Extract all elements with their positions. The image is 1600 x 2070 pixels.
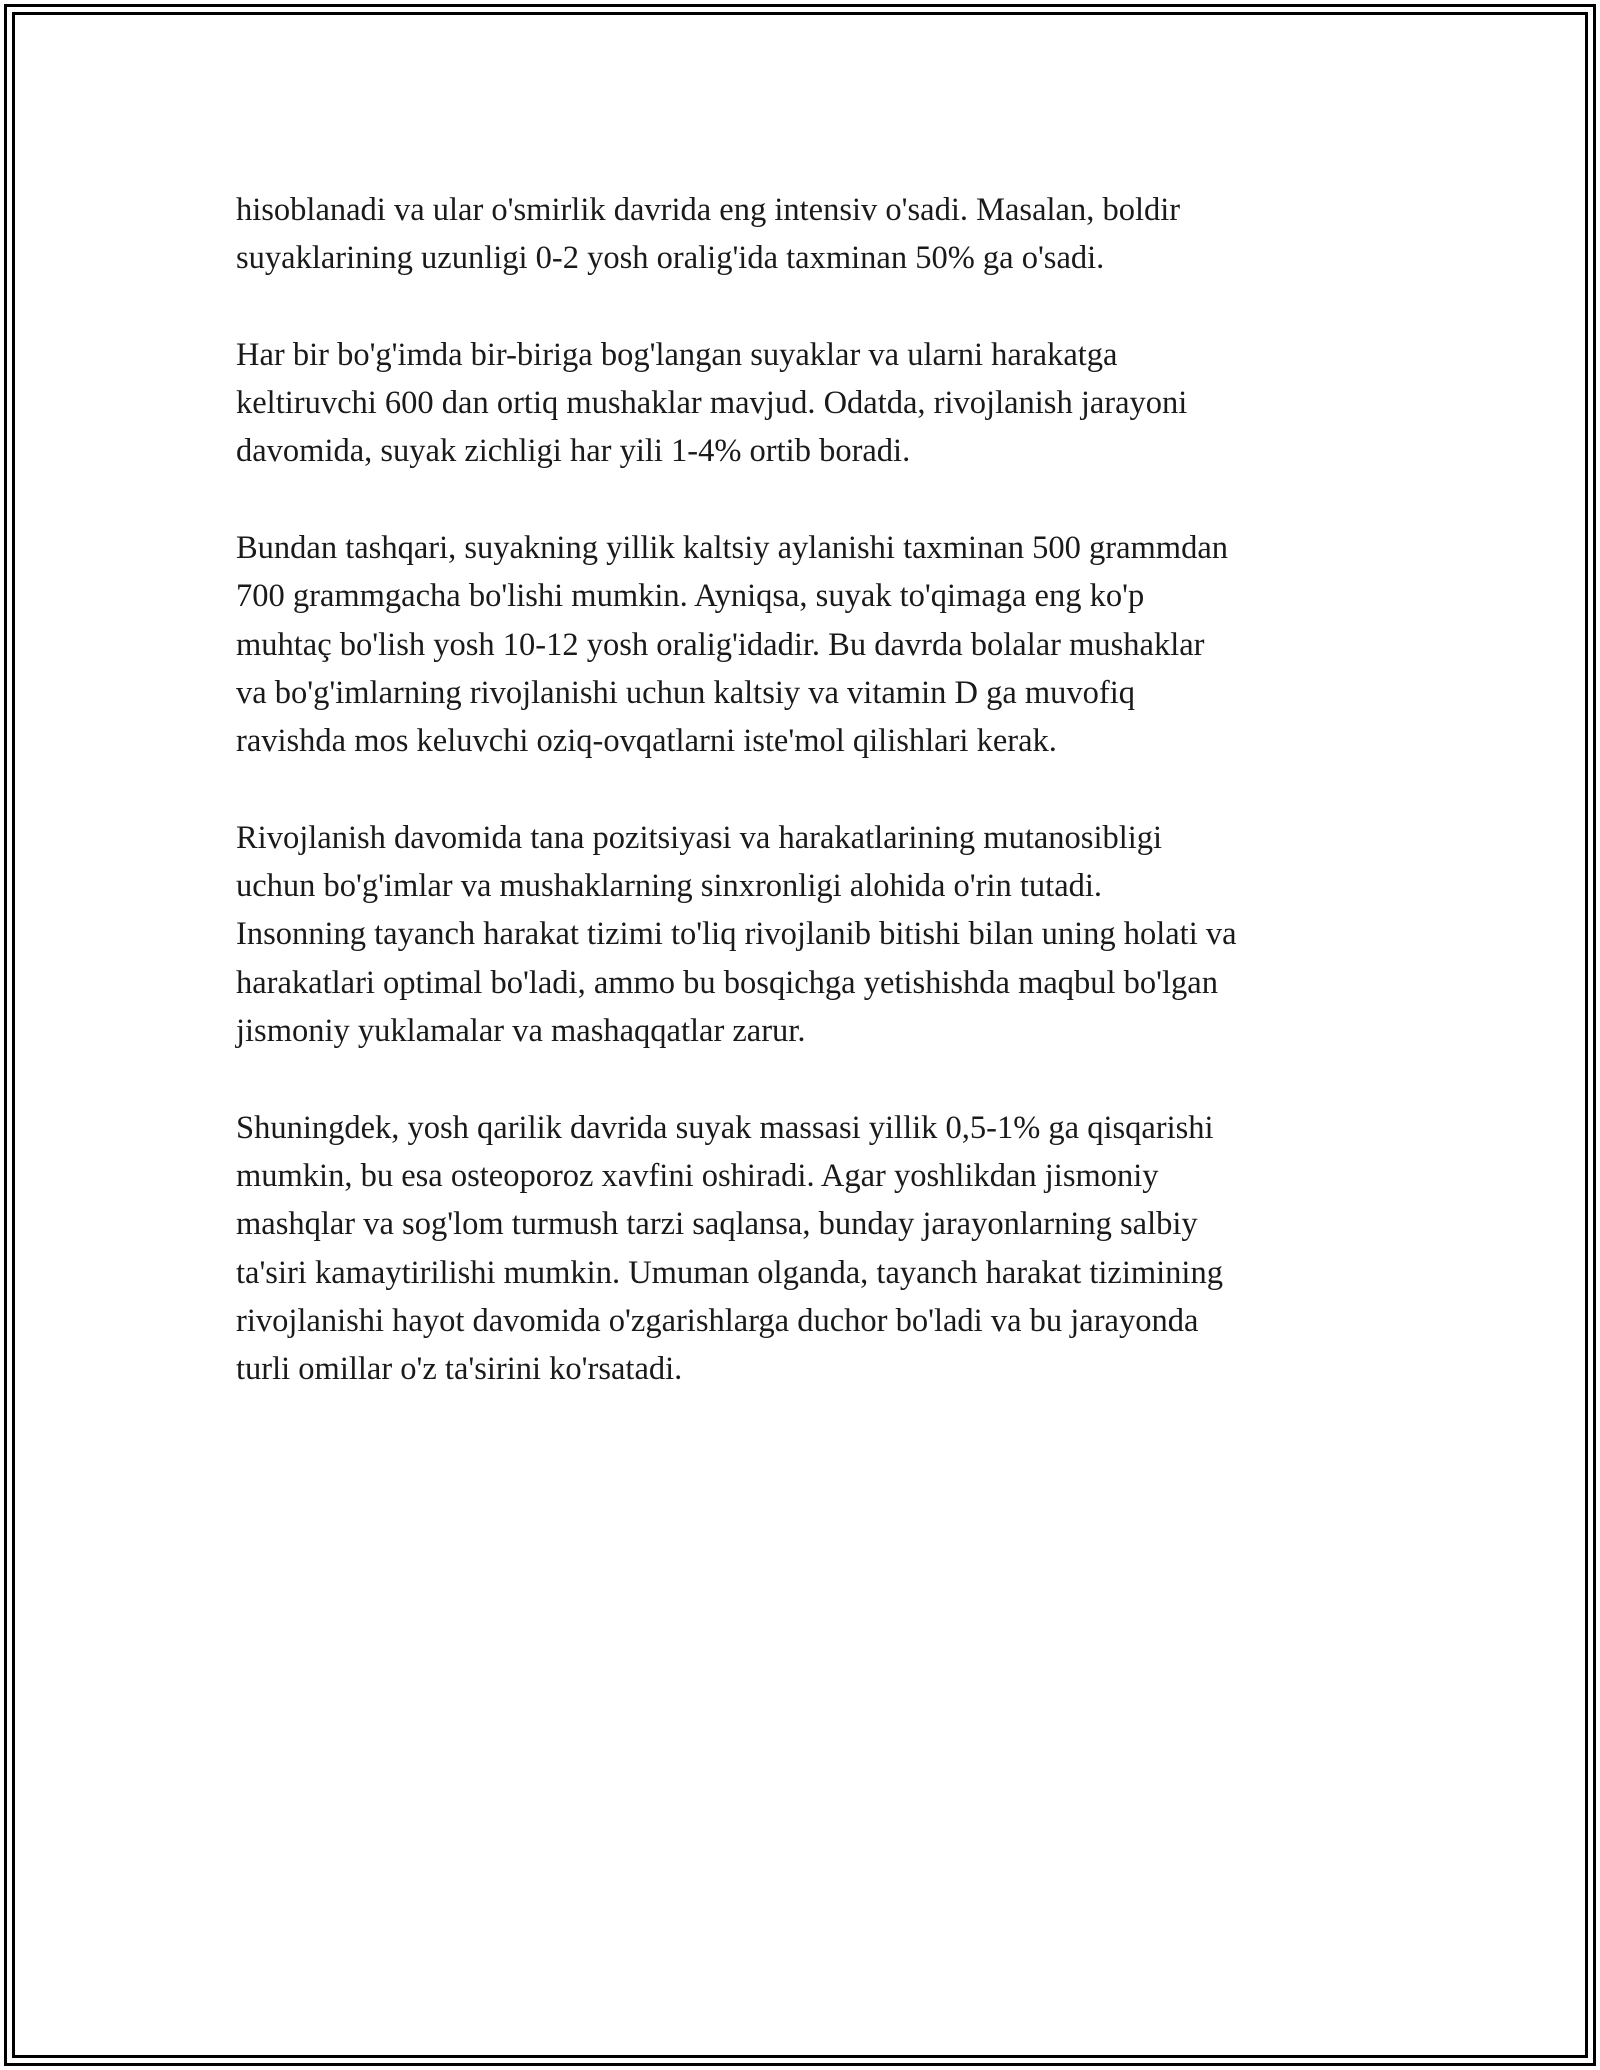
paragraph-1: hisoblanadi va ular o'smirlik davrida eng intensiv o'sadi. Masalan, boldir suyaklarining uzunligi 0-2 yosh oralig'ida taxminan 50% ga o'sadi.	[236, 192, 1181, 277]
document-body	[236, 186, 1386, 1442]
paragraph-4: Rivojlanish davomida tana pozitsiyasi va harakatlarining mutanosibligi uchun bo'g'imlar va mushaklarning sinxronligi alohida o'rin tutadi. Insonning tayanch harakat tizimi to'liq rivojlanib bitishi bilan uning holati va harakatlari optimal bo'ladi, ammo bu bosqichga yetishishda maqbul bo'lgan jismoniy yuklamalar va mashaqqatlar zarur.	[236, 819, 1237, 1050]
paragraph-3: Bundan tashqari, suyakning yillik kaltsiy aylanishi taxminan 500 grammdan 700 grammgacha bo'lishi mumkin. Ayniqsa, suyak to'qimaga eng ko'p muhtaç bo'lish yosh 10-12 yosh oralig'idadir. Bu davrda bolalar mushaklar va bo'g'imlarning rivojlanishi uchun kaltsiy va vitamin D ga muvofiq ravishda mos keluvchi oziq-ovqatlarni iste'mol qilishlari kerak.	[236, 530, 1228, 760]
paragraph-5: Shuningdek, yosh qarilik davrida suyak massasi yillik 0,5-1% ga qisqarishi mumkin, bu esa osteoporoz xavfini oshiradi. Agar yoshlikdan jismoniy mashqlar va sog'lom turmush tarzi saqlansa, bunday jarayonlarning salbiy ta'siri kamaytirilishi mumkin. Umuman olganda, tayanch harakat tizimining rivojlanishi hayot davomida o'zgarishlarga duchor bo'ladi va bu jarayonda turli omillar o'z ta'sirini ko'rsatadi.	[236, 1109, 1223, 1388]
paragraph-2: Har bir bo'g'imda bir-biriga bog'langan suyaklar va ularni harakatga keltiruvchi 600 dan ortiq mushaklar mavjud. Odatda, rivojlanish jarayoni davomida, suyak zichligi har yili 1-4% ortib boradi.	[236, 336, 1188, 470]
